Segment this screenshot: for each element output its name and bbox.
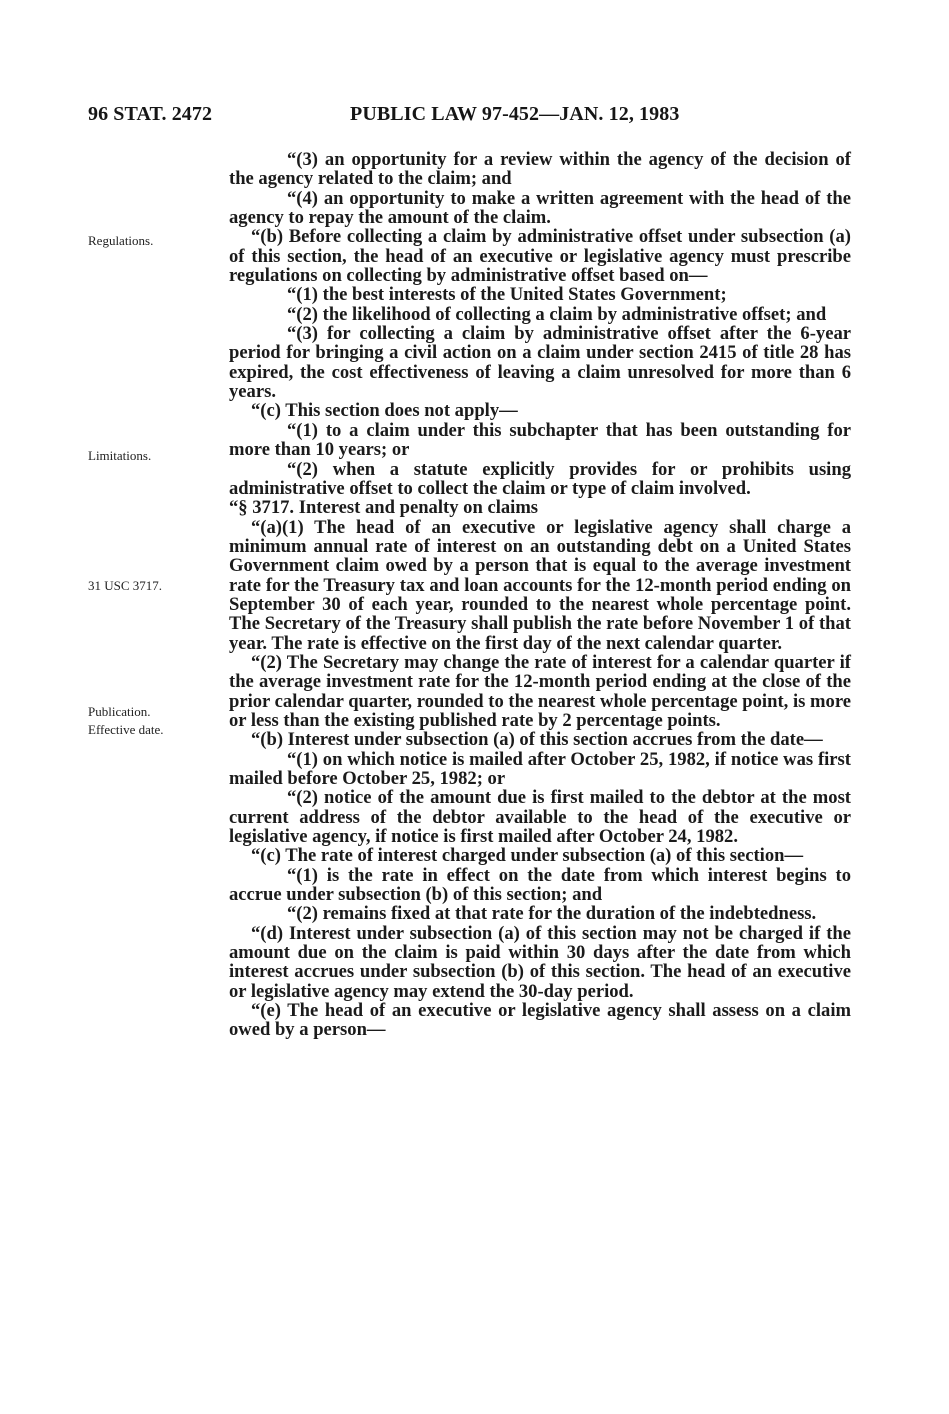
- stat-reference: 96 STAT. 2472: [88, 103, 213, 125]
- paragraph: “(2) remains fixed at that rate for the duration of the indebtedness.: [287, 903, 817, 925]
- paragraph: “(3) for collecting a claim by administrative offset after the 6-year period for bringing a civil action on a claim under section 2415 of title 28 has expired, the cost effectiveness of leaving a claim unresolved for more than 6 years.: [229, 323, 851, 403]
- paragraph: “(a)(1) The head of an executive or legislative agency shall charge a minimum annual rate of interest on an outstanding debt on a United States Government claim owed by a person that is equal to the average investment rate for the Treasury tax and loan accounts for the 12-month period ending on September 30 of each year, rounded to the nearest whole percentage point. The Secretary of the Treasury shall publish the rate before November 1 of that year. The rate is effective on the first day of the next calendar quarter.: [229, 516, 851, 654]
- margin-note-regulations: Regulations.: [88, 233, 154, 248]
- section-heading: “§ 3717. Interest and penalty on claims: [229, 497, 539, 519]
- paragraph: “(1) to a claim under this subchapter that has been outstanding for more than 10 years; or: [229, 419, 851, 461]
- paragraph: “(4) an opportunity to make a written agreement with the head of the agency to repay the amount of the claim.: [229, 187, 851, 229]
- paragraph: “(2) notice of the amount due is first mailed to the debtor at the most current address of the debtor available to the head of the executive or legislative agency, if notice is first mailed after October 24, 1982.: [229, 787, 851, 848]
- paragraph: “(1) on which notice is mailed after October 25, 1982, if notice was first mailed before October 25, 1982; or: [229, 748, 851, 789]
- margin-note-publication: Publication.: [88, 704, 151, 719]
- paragraph: “(b) Before collecting a claim by administrative offset under subsection (a) of this section, the head of an executive or legislative agency must prescribe regulations on collecting by administrative offset based on—: [229, 226, 851, 287]
- margin-note-usc: 31 USC 3717.: [88, 578, 163, 593]
- paragraph: “(b) Interest under subsection (a) of this section accrues from the date—: [251, 729, 823, 751]
- paragraph: “(2) when a statute explicitly provides for or prohibits using administrative offset to collect the claim or type of claim involved.: [229, 458, 851, 499]
- margin-note-effective-date: Effective date.: [88, 722, 164, 737]
- paragraph: “(3) an opportunity for a review within the agency of the decision of the agency related to the claim; and: [229, 149, 851, 190]
- paragraph: “(2) the likelihood of collecting a claim by administrative offset; and: [287, 303, 827, 325]
- paragraph: “(e) The head of an executive or legislative agency shall assess on a claim owed by a person—: [229, 1000, 851, 1041]
- statute-body: [229, 150, 851, 1040]
- paragraph: “(2) The Secretary may change the rate of interest for a calendar quarter if the average investment rate for the 12-month period ending at the close of the prior calendar quarter, rounded to the nearest whole percentage point, is more or less than the existing published rate by 2 percentage points.: [229, 651, 851, 731]
- paragraph: “(c) The rate of interest charged under subsection (a) of this section—: [251, 845, 804, 867]
- paragraph: “(1) is the rate in effect on the date from which interest begins to accrue under subsection (b) of this section; and: [229, 864, 851, 906]
- margin-note-limitations: Limitations.: [88, 448, 152, 463]
- paragraph: “(1) the best interests of the United States Government;: [287, 284, 727, 306]
- paragraph: “(c) This section does not apply—: [251, 400, 518, 422]
- paragraph: “(d) Interest under subsection (a) of this section may not be charged if the amount due on the claim is paid within 30 days after the date from which interest accrues under subsection (b) of this section. The head of an executive or legislative agency may extend the 30-day period.: [229, 922, 851, 1002]
- running-header: PUBLIC LAW 97-452—JAN. 12, 1983: [350, 103, 680, 125]
